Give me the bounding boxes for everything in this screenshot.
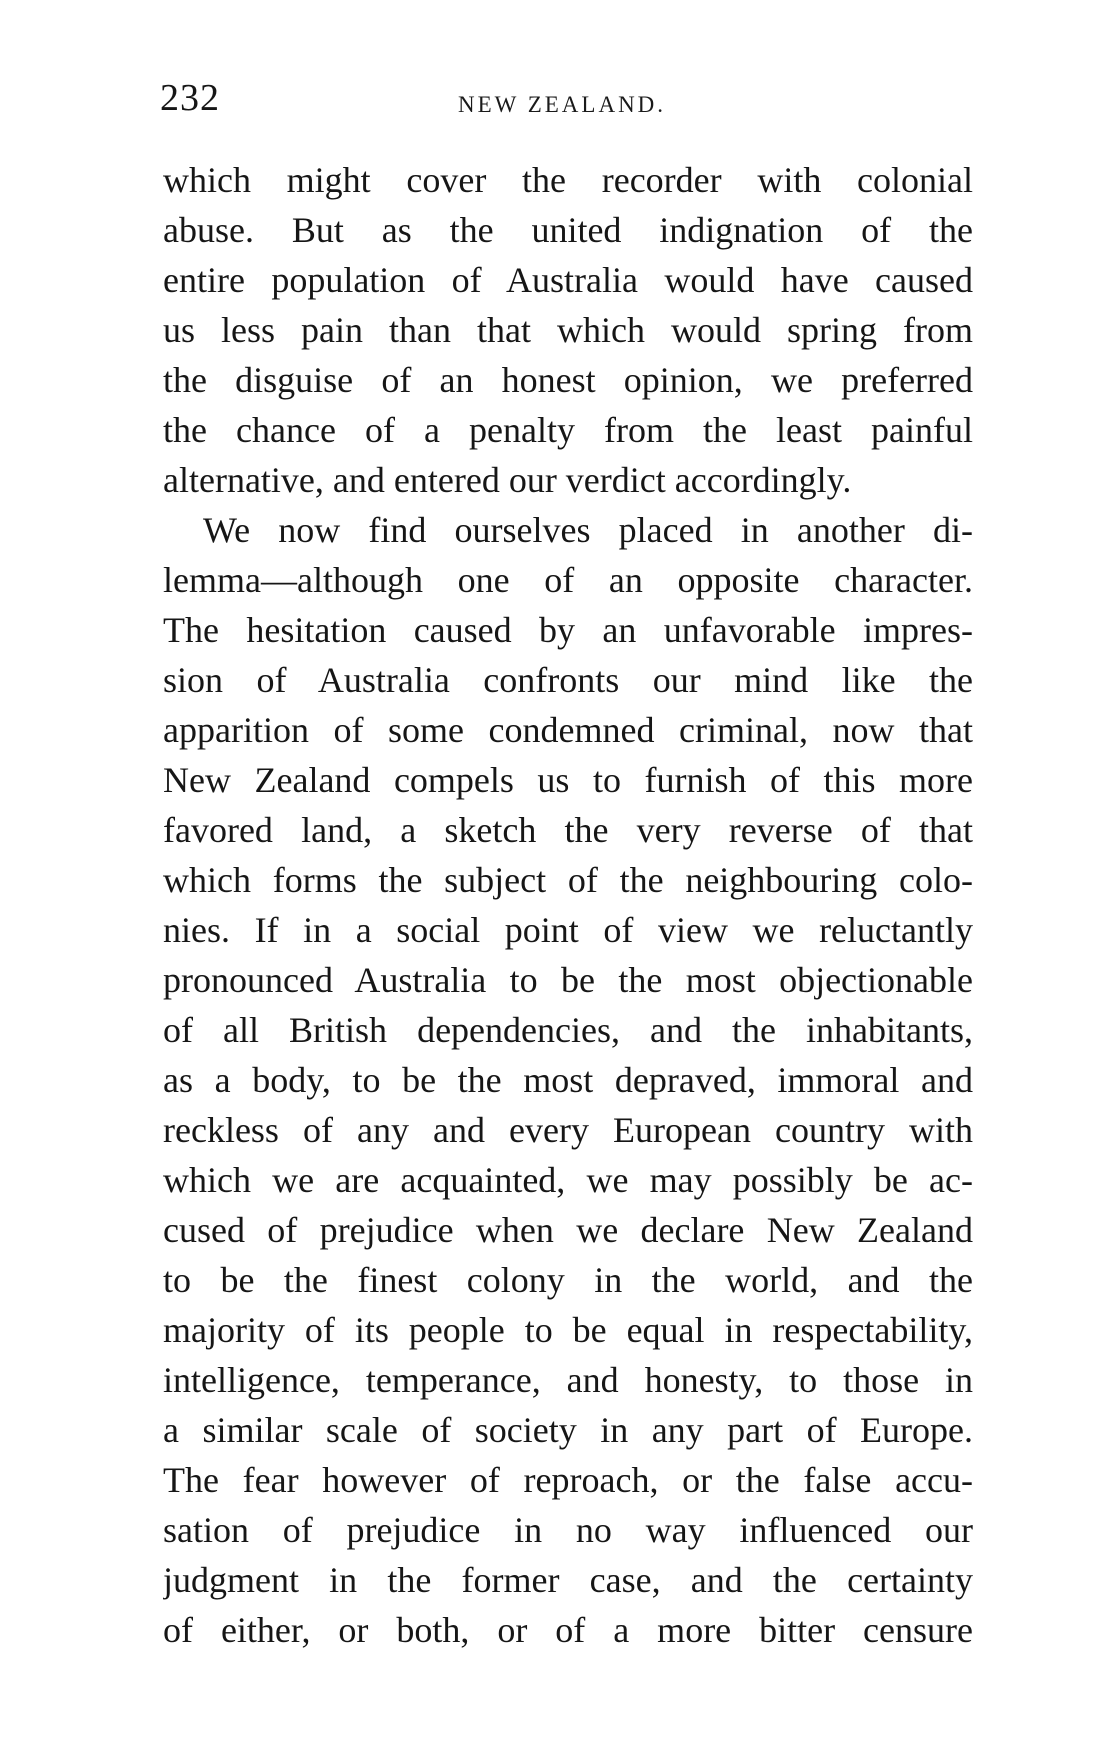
text-line: We now find ourselves placed in another di- — [203, 510, 973, 550]
text-line: majority of its people to be equal in respectability, — [163, 1310, 973, 1350]
text-line: New Zealand compels us to furnish of this more — [163, 760, 973, 800]
running-head-title: NEW ZEALAND. — [458, 92, 667, 117]
text-line: judgment in the former case, and the certainty — [163, 1560, 973, 1600]
text-line: lemma—although one of an opposite character. — [163, 560, 973, 600]
text-line: alternative, and entered our verdict accordingly. — [163, 460, 852, 500]
text-line: apparition of some condemned criminal, now that — [163, 710, 973, 750]
text-line: intelligence, temperance, and honesty, to those in — [163, 1360, 973, 1400]
text-line: which might cover the recorder with colonial — [163, 160, 973, 200]
text-line: a similar scale of society in any part of Europe. — [163, 1410, 973, 1450]
text-line: the chance of a penalty from the least painful — [163, 410, 973, 450]
text-line: pronounced Australia to be the most objectionable — [163, 960, 973, 1000]
text-line: as a body, to be the most depraved, immoral and — [163, 1060, 973, 1100]
text-line: of either, or both, or of a more bitter censure — [163, 1610, 973, 1650]
text-line: which we are acquainted, we may possibly be ac- — [163, 1160, 973, 1200]
text-line: nies. If in a social point of view we reluctantly — [163, 910, 973, 950]
text-line: The hesitation caused by an unfavorable impres- — [163, 610, 973, 650]
body-text — [163, 155, 973, 1655]
text-line: to be the finest colony in the world, and the — [163, 1260, 973, 1300]
text-line: sion of Australia confronts our mind like the — [163, 660, 973, 700]
text-line: favored land, a sketch the very reverse of that — [163, 810, 973, 850]
text-line: which forms the subject of the neighbouring colo- — [163, 860, 973, 900]
page-number: 232 — [160, 77, 220, 119]
text-line: abuse. But as the united indignation of the — [163, 210, 973, 250]
text-line: of all British dependencies, and the inhabitants, — [163, 1010, 973, 1050]
text-line: the disguise of an honest opinion, we preferred — [163, 360, 973, 400]
text-line: reckless of any and every European country with — [163, 1110, 973, 1150]
text-line: entire population of Australia would have caused — [163, 260, 973, 300]
text-line: sation of prejudice in no way influenced our — [163, 1510, 973, 1550]
text-line: cused of prejudice when we declare New Zealand — [163, 1210, 973, 1250]
text-line: us less pain than that which would spring from — [163, 310, 973, 350]
text-line: The fear however of reproach, or the false accu- — [163, 1460, 973, 1500]
